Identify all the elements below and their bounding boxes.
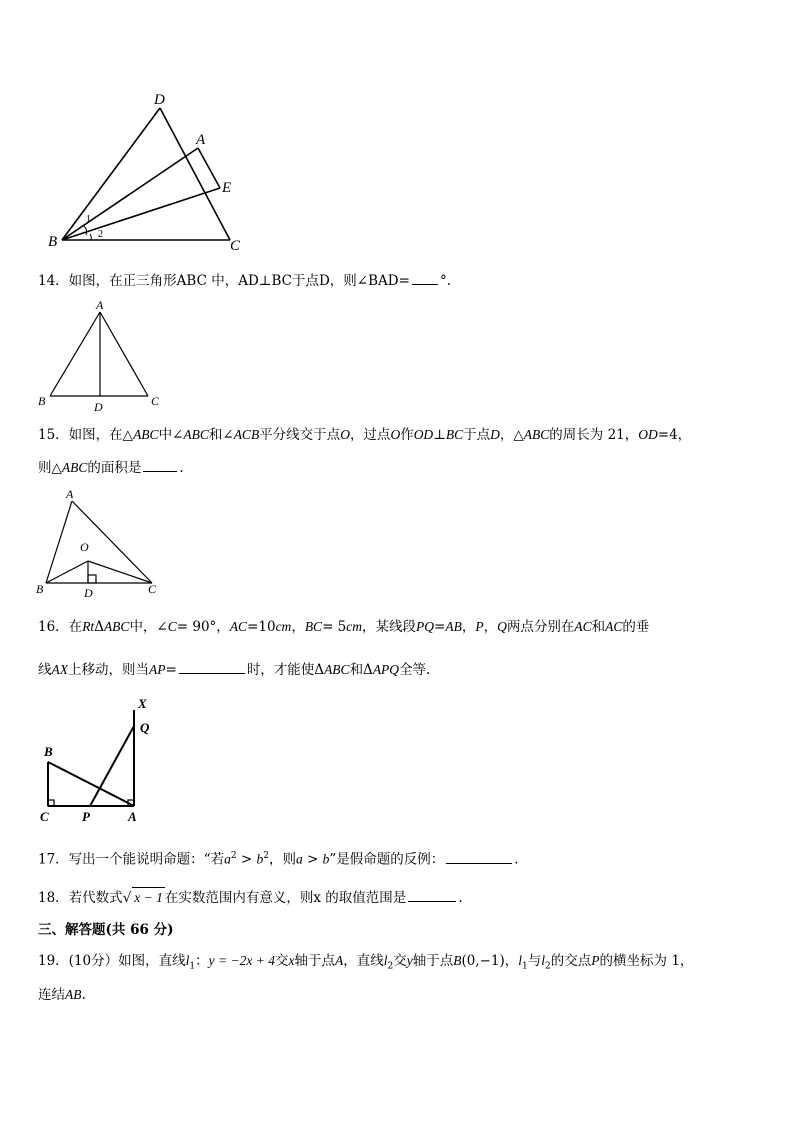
figure-q15-triangle <box>30 485 170 603</box>
q16-answer-blank[interactable] <box>179 659 245 674</box>
q14-suffix: °. <box>439 273 451 289</box>
label-x: X <box>138 696 147 711</box>
label-c: C <box>230 238 241 254</box>
angle-mark-1 <box>84 226 87 235</box>
q18-answer-blank[interactable] <box>408 887 456 902</box>
label-a: A <box>66 487 74 501</box>
q15-answer-blank[interactable] <box>143 457 177 472</box>
segment-ab <box>46 501 72 583</box>
label-e: E <box>222 180 232 196</box>
label-angle-1: 1 <box>86 214 91 225</box>
label-angle-2: 2 <box>98 229 103 240</box>
segment-ba <box>48 762 134 806</box>
label-b: B <box>36 582 44 596</box>
question-15-line-2: 则△ABC的面积是 . <box>38 457 768 478</box>
segment-ab <box>50 312 100 396</box>
q14-text: 14．如图，在正三角形ABC 中，AD⊥BC于点D，则∠BAD= <box>38 273 410 289</box>
segment-oc <box>88 561 152 583</box>
question-19-line-2: 连结AB. <box>38 987 86 1003</box>
segment-bd <box>62 108 160 240</box>
label-b: B <box>44 744 53 759</box>
question-18: 18．若代数式√ x − 1 在实数范围内有意义，则x 的取值范围是 . <box>38 887 768 908</box>
label-a: A <box>128 809 137 824</box>
label-b: B <box>48 234 58 250</box>
question-16-line-1: 16．在RtΔABC中，∠C= 90°，AC=10cm，BC= 5cm，某线段PQ=AB，P，Q两点分别在AC和AC的垂 <box>38 619 650 635</box>
label-q: Q <box>140 720 150 735</box>
segment-dc <box>160 108 230 240</box>
figure-q13-triangle <box>40 88 260 258</box>
segment-ac <box>100 312 148 396</box>
segment-ae <box>198 148 220 188</box>
sqrt-symbol: √ <box>122 890 132 906</box>
label-a: A <box>196 132 206 148</box>
label-p: P <box>82 809 90 824</box>
figure-q16-right-triangles <box>34 694 164 826</box>
radicand: x − 1 <box>132 887 165 908</box>
figure-q14-equilateral-triangle <box>30 298 170 416</box>
q14-answer-blank[interactable] <box>412 270 438 285</box>
label-c: C <box>40 809 49 824</box>
label-b: B <box>38 394 46 408</box>
label-d: D <box>154 92 165 108</box>
label-a: A <box>96 298 104 312</box>
question-16-line-2: 线AX上移动，则当AP= 时，才能使ΔABC和ΔAPQ全等. <box>38 659 768 680</box>
right-angle-mark <box>88 575 96 583</box>
label-c: C <box>148 582 157 596</box>
question-14 <box>38 270 768 291</box>
label-o: O <box>80 540 89 554</box>
question-17: 17．写出一个能说明命题：“若$a^2 > b^2$，则a > b”是假命题的反例： . <box>38 846 768 870</box>
label-d: D <box>94 400 103 414</box>
section-heading: 三、解答题(共 66 分) <box>38 922 174 938</box>
angle-mark-2 <box>90 234 91 240</box>
q17-answer-blank[interactable] <box>446 849 512 864</box>
label-c: C <box>151 394 160 408</box>
question-19-line-1: 19．(10分）如图，直线$l_1$：y = −2x + 4交x轴于点A，直线$l_2$交y轴于点B(0,−1)，$l_1$与$l_2$的交点P的横坐标为 1， <box>38 953 694 972</box>
question-15-line-1: 15．如图，在△ABC中∠ABC和∠ACB平分线交于点O，过点O作OD⊥BC于点D，△ABC的周长为 21，OD=4， <box>38 427 692 443</box>
segment-ba <box>62 148 198 240</box>
label-d: D <box>84 586 93 600</box>
